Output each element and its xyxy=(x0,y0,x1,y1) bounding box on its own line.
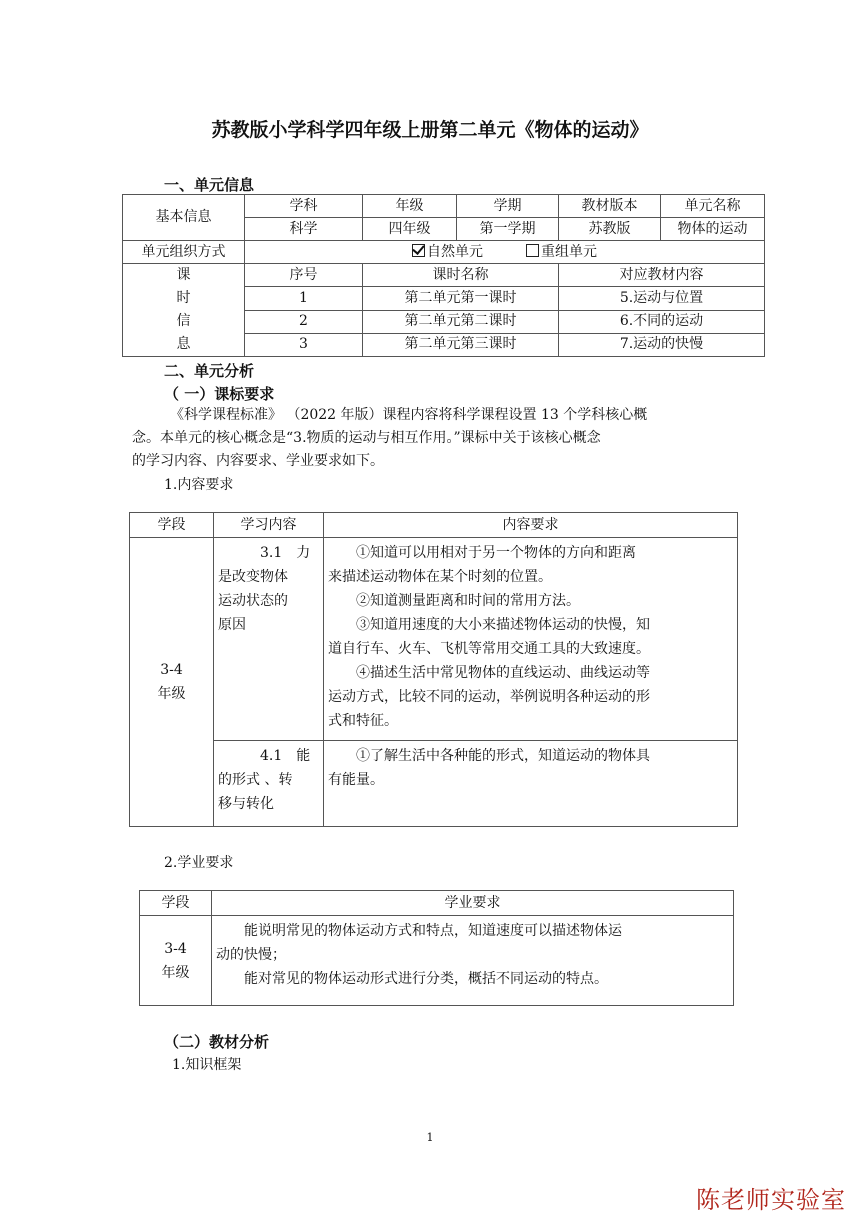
header-cell: 内容要求 xyxy=(324,513,738,538)
content-requirements-energy: ①了解生活中各种能的形式，知道运动的物体具 有能量。 xyxy=(324,741,738,827)
knowledge-framework-heading: 1.知识框架 xyxy=(172,1057,242,1073)
basic-info-label: 基本信息 xyxy=(123,195,245,241)
page-number: 1 xyxy=(426,1131,434,1144)
unchecked-checkbox-icon xyxy=(526,244,539,257)
document-title: 苏教版小学科学四年级上册第二单元《物体的运动》 xyxy=(211,119,649,141)
value-cell: 四年级 xyxy=(363,218,457,241)
lesson-header-content: 对应教材内容 xyxy=(559,264,765,287)
learning-topic-force: 3.1 力 是改变物体 运动状态的 原因 xyxy=(214,538,324,741)
header-cell: 学段 xyxy=(140,891,212,916)
lesson-header-name: 课时名称 xyxy=(363,264,559,287)
content-requirements-table xyxy=(129,512,738,827)
header-cell: 学科 xyxy=(245,195,363,218)
value-cell: 第一学期 xyxy=(457,218,559,241)
value-cell: 物体的运动 xyxy=(661,218,765,241)
section-heading-unit-analysis: 二、单元分析 xyxy=(164,362,255,380)
learning-topic-energy: 4.1 能 的形式 、转 移与转化 xyxy=(214,741,324,827)
header-cell: 年级 xyxy=(363,195,457,218)
content-requirements-force: ①知道可以用相对于另一个物体的方向和距离 来描述运动物体在某个时刻的位置。 ②知道测量距离和时间的常用方法。 ③知道用速度的大小来描述物体运动的快慢，知 道自行车、火车、飞机等常用交通工具的大致速度。 ④描述生活中常见物体的直线运动、曲线运动等 运动方式，比较不同的运动，举例说明各种运动的形 式和特征。 xyxy=(324,538,738,741)
lesson-row: 2 第二单元第二课时 6.不同的运动 xyxy=(123,310,765,333)
lesson-row: 1 第二单元第一课时 5.运动与位置 xyxy=(123,287,765,310)
org-mode-options xyxy=(245,241,765,264)
header-cell: 学业要求 xyxy=(212,891,734,916)
header-cell: 学段 xyxy=(130,513,214,538)
stage-cell: 3-4 年级 xyxy=(130,538,214,827)
header-cell: 学期 xyxy=(457,195,559,218)
subheading-textbook-analysis: （二）教材分析 xyxy=(164,1033,270,1051)
content-requirements-heading: 1.内容要求 xyxy=(164,477,234,493)
natural-unit-option: 自然单元 xyxy=(427,243,484,260)
watermark-text: 陈老师实验室 xyxy=(696,1186,846,1214)
header-cell: 教材版本 xyxy=(559,195,661,218)
academic-requirements-table xyxy=(139,890,734,1006)
header-cell: 学习内容 xyxy=(214,513,324,538)
lesson-info-label: 课 时 信 息 xyxy=(123,264,245,357)
org-mode-label: 单元组织方式 xyxy=(123,241,245,264)
academic-requirements-heading: 2.学业要求 xyxy=(164,855,234,871)
section-heading-unit-info: 一、单元信息 xyxy=(164,176,255,194)
checked-checkbox-icon xyxy=(412,244,425,257)
lesson-header-no: 序号 xyxy=(245,264,363,287)
stage-cell: 3-4 年级 xyxy=(140,916,212,1006)
header-cell: 单元名称 xyxy=(661,195,765,218)
intro-paragraph: 《科学课程标准》 （2022 年版）课程内容将科学课程设置 13 个学科核心概 念。本单元的核心概念是“3.物质的运动与相互作用。”课标中关于该核心概念 的学习内容、内容要求、学业要求如下。 xyxy=(132,407,648,469)
value-cell: 科学 xyxy=(245,218,363,241)
subheading-curriculum-requirements: （ 一）课标要求 xyxy=(164,385,275,403)
value-cell: 苏教版 xyxy=(559,218,661,241)
unit-info-table xyxy=(122,194,765,357)
regroup-unit-option: 重组单元 xyxy=(540,243,597,260)
lesson-row: 3 第二单元第三课时 7.运动的快慢 xyxy=(123,333,765,356)
academic-requirements-text: 能说明常见的物体运动方式和特点，知道速度可以描述物体运 动的快慢； 能对常见的物体运动形式进行分类，概括不同运动的特点。 xyxy=(212,916,734,1006)
